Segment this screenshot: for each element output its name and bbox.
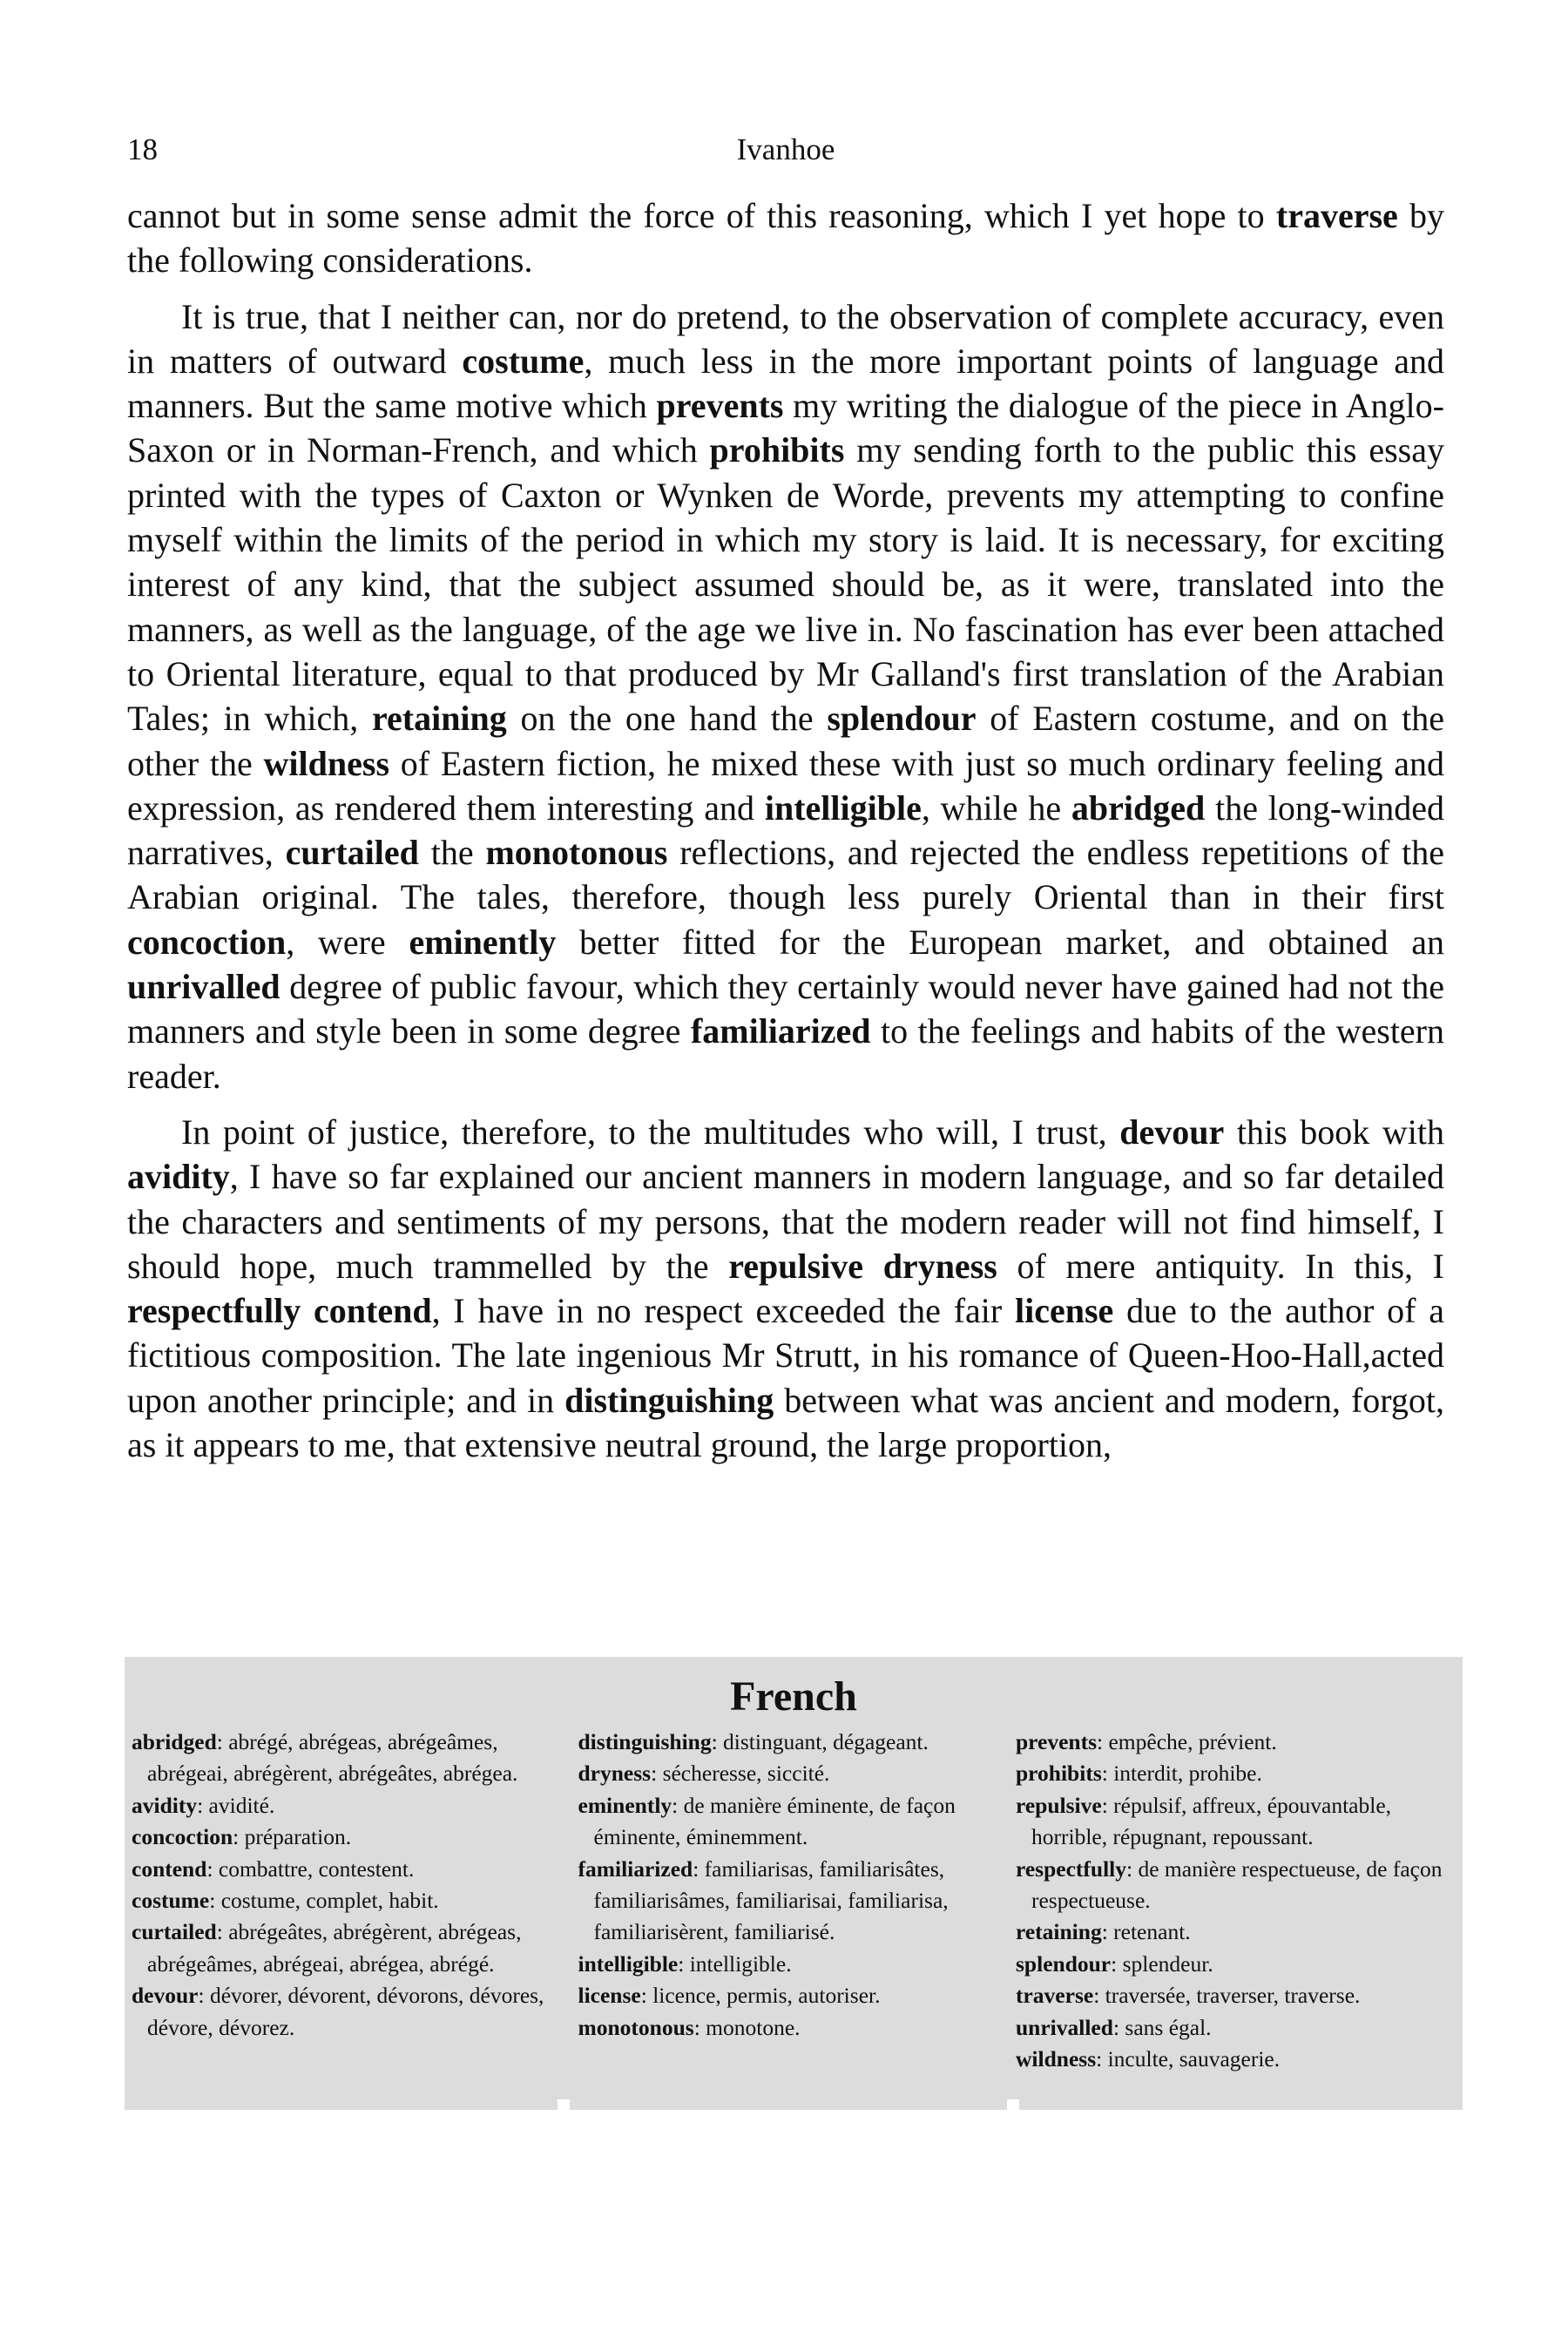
glossary-term: eminently [578, 1792, 672, 1818]
running-title: Ivanhoe [736, 132, 835, 166]
text-run: this book with [1224, 1112, 1445, 1152]
glossary-keyword: unrivalled [127, 967, 280, 1007]
glossary-definition: : splendeur. [1111, 1950, 1213, 1977]
text-run: between what was ancient and modern, forgot, as it appears to me, that extensive neutral ground, the large proportion, [127, 1380, 1444, 1465]
glossary-term: retaining [1016, 1919, 1102, 1945]
glossary-keyword: monotonous [485, 833, 668, 873]
glossary-entry [132, 1980, 558, 2044]
glossary-definition: : traversée, traverser, traverse. [1093, 1983, 1361, 2009]
text-run: In point of justice, therefore, to the multitudes who will, I trust, [181, 1112, 1120, 1152]
glossary-entry [1016, 2044, 1456, 2075]
glossary-entry [1016, 1727, 1456, 1758]
glossary-keyword: traverse [1275, 196, 1398, 235]
glossary-definition: : inculte, sauvagerie. [1096, 2046, 1281, 2072]
glossary-definition: : familiarisas, familiarisâtes, familiarisâmes, familiarisai, familiarisa, familiarisèrent, familiarisé. [593, 1855, 949, 1945]
glossary-entry [132, 1885, 558, 1916]
glossary-term: license [578, 1983, 641, 2009]
text-run: , while he [921, 787, 1071, 828]
glossary-keyword: repulsive [728, 1246, 864, 1286]
glossary-definition: : dévorer, dévorent, dévorons, dévores, dévore, dévorez. [147, 1983, 544, 2040]
glossary-entry [1016, 1758, 1456, 1789]
glossary-keyword: devour [1119, 1112, 1225, 1152]
text-run: reflections, and rejected the endless repetitions of the Arabian original. The tales, therefore, though less purely Oriental than in their first [127, 833, 1445, 917]
text-run: of Eastern costume, and on the other the [127, 699, 1444, 783]
glossary-definition: : préparation. [233, 1824, 352, 1850]
column-gap-mark [1007, 2099, 1019, 2110]
text-run: to the feelings and habits of the western reader. [127, 1011, 1445, 1096]
glossary-entry [132, 1916, 558, 1980]
glossary-entry [578, 1854, 997, 1949]
glossary-entry [578, 1790, 997, 1854]
glossary-entry [1016, 1916, 1456, 1948]
glossary-keyword: splendour [827, 699, 977, 739]
glossary-entry [578, 1980, 997, 2011]
glossary-term: distinguishing [578, 1729, 712, 1754]
glossary-keyword: eminently [409, 922, 557, 962]
glossary-term: wildness [1016, 2046, 1097, 2072]
glossary-definition: : avidité. [197, 1792, 275, 1818]
glossary-term: monotonous [578, 2014, 694, 2040]
glossary-definition: : intelligible. [678, 1950, 792, 1977]
text-run [301, 1291, 314, 1330]
glossary-definition: : abrégé, abrégeas, abrégeâmes, abrégeai, abrégèrent, abrégeâtes, abrégea. [147, 1729, 518, 1787]
glossary-keyword: avidity [127, 1157, 230, 1197]
glossary-keyword: concoction [127, 922, 287, 962]
glossary-term: unrivalled [1016, 2014, 1113, 2040]
body-text [127, 193, 1444, 1478]
glossary-term: intelligible [578, 1950, 679, 1977]
glossary-definition: : de manière respectueuse, de façon respectueuse. [1031, 1855, 1443, 1914]
glossary-definition: : costume, complet, habit. [209, 1888, 439, 1914]
glossary-keyword: costume [462, 341, 585, 381]
glossary-entry [132, 1727, 558, 1790]
text-run: , were [286, 922, 409, 962]
glossary-column [132, 1727, 558, 2075]
glossary-definition: : de manière éminente, de façon éminente, éminemment. [593, 1792, 956, 1850]
glossary-term: avidity [132, 1792, 198, 1818]
glossary-box [125, 1657, 1463, 2110]
paragraph [127, 193, 1444, 283]
text-run: my sending forth to the public this essay printed with the types of Caxton or Wynken de Worde, prevents my attempting to confine myself within the limits of the period in which my story is laid. It is necessary, for exciting interest of any kind, that the subject assumed should be, as it were, translated into the manners, as well as the language, of the age we live in. No fascination has ever been attached to Oriental literature, equal to that produced by Mr Galland's first translation of the Arabian Tales; in which, [127, 430, 1444, 739]
text-run [863, 1247, 883, 1286]
glossary-term: prohibits [1016, 1761, 1102, 1787]
glossary-definition: : répulsif, affreux, épouvantable, horrible, répugnant, repoussant. [1031, 1792, 1392, 1850]
glossary-term: repulsive [1016, 1792, 1102, 1818]
glossary-entry [578, 1758, 997, 1789]
text-run: my writing the dialogue of the piece in Anglo-Saxon or in Norman-French, and which [127, 386, 1444, 470]
glossary-definition: : sans égal. [1112, 2014, 1212, 2040]
paragraph [127, 294, 1444, 1098]
glossary-term: splendour [1016, 1950, 1112, 1977]
glossary-term: dryness [578, 1761, 652, 1787]
text-run: by the following considerations. [127, 196, 1444, 280]
text-run: due to the author of a fictitious composition. The late ingenious Mr Strutt, in his romance of Queen-Hoo-Hall,acted upon another principle; and in [127, 1291, 1445, 1420]
glossary-keyword: license [1015, 1291, 1114, 1331]
text-run: the [418, 833, 486, 873]
glossary-definition: : abrégeâtes, abrégèrent, abrégeas, abrégeâmes, abrégeai, abrégea, abrégé. [147, 1919, 522, 1977]
glossary-entry [578, 1727, 997, 1758]
glossary-keyword: abridged [1071, 787, 1206, 828]
text-run: on the one hand the [506, 699, 828, 739]
glossary-term: familiarized [578, 1855, 693, 1882]
glossary-term: concoction [132, 1824, 233, 1850]
glossary-keyword: prohibits [709, 430, 845, 470]
glossary-column [1016, 1727, 1456, 2075]
glossary-entry [1016, 2012, 1456, 2044]
text-run: , I have in no respect exceeded the fair [431, 1291, 1015, 1331]
glossary-keyword: wildness [263, 743, 390, 783]
glossary-term: respectfully [1016, 1855, 1127, 1882]
glossary-keyword: familiarized [690, 1011, 871, 1051]
glossary-keyword: prevents [656, 386, 784, 426]
glossary-term: abridged [132, 1729, 217, 1754]
glossary-keyword: intelligible [764, 787, 922, 828]
glossary-keyword: dryness [882, 1246, 997, 1286]
text-run: degree of public favour, which they certainly would never have gained had not the manners and style been in some degree [127, 967, 1444, 1051]
glossary-columns [132, 1727, 1456, 2075]
glossary-entry [1016, 1980, 1456, 2011]
paragraph [127, 1110, 1444, 1467]
glossary-entry [132, 1821, 558, 1853]
glossary-definition: : retenant. [1101, 1919, 1191, 1945]
glossary-entry [578, 2012, 997, 2044]
glossary-term: devour [132, 1983, 199, 2009]
glossary-term: costume [132, 1888, 210, 1914]
text-run: , much less in the more important points of language and manners. But the same motive which [127, 341, 1444, 426]
glossary-definition: : distinguant, dégageant. [711, 1729, 929, 1754]
glossary-definition: : empêche, prévient. [1097, 1729, 1277, 1754]
glossary-keyword: contend [314, 1291, 432, 1331]
text-run: cannot but in some sense admit the force of this reasoning, which I yet hope to [127, 196, 1276, 235]
glossary-entry [1016, 1790, 1456, 1854]
column-gap-mark [558, 2099, 570, 2110]
text-run: It is true, that I neither can, nor do pretend, to the observation of complete accuracy, even in matters of outward [127, 296, 1444, 381]
glossary-column [578, 1727, 997, 2075]
text-run: better fitted for the European market, and obtained an [556, 922, 1444, 962]
glossary-keyword: curtailed [285, 833, 419, 873]
text-run: , I have so far explained our ancient manners in modern language, and so far detailed the characters and sentiments of my persons, that the modern reader will not find himself, I should hope, much trammelled by the [127, 1157, 1444, 1286]
glossary-entry [578, 1949, 997, 1980]
glossary-term: prevents [1016, 1729, 1098, 1754]
glossary-title: French [730, 1673, 857, 1720]
text-run: the long-winded narratives, [127, 787, 1444, 873]
glossary-keyword: respectfully [127, 1291, 301, 1331]
glossary-entry [1016, 1854, 1456, 1917]
glossary-entry [1016, 1949, 1456, 1980]
page-header [127, 132, 1444, 176]
text-run: of Eastern fiction, he mixed these with just so much ordinary feeling and expression, as rendered them interesting and [127, 743, 1444, 828]
glossary-definition: : combattre, contestent. [206, 1855, 415, 1882]
glossary-keyword: retaining [371, 699, 507, 739]
glossary-term: curtailed [132, 1919, 217, 1945]
glossary-definition: : licence, permis, autoriser. [640, 1983, 881, 2009]
glossary-definition: : monotone. [693, 2014, 801, 2040]
glossary-keyword: distinguishing [564, 1380, 774, 1420]
glossary-term: contend [132, 1855, 207, 1882]
glossary-definition: : interdit, prohibe. [1101, 1761, 1262, 1787]
glossary-entry [132, 1854, 558, 1885]
page-number: 18 [127, 132, 158, 166]
glossary-term: traverse [1016, 1983, 1094, 2009]
glossary-definition: : sécheresse, siccité. [651, 1761, 830, 1787]
glossary-entry [132, 1790, 558, 1821]
text-run: of mere antiquity. In this, I [997, 1246, 1445, 1286]
